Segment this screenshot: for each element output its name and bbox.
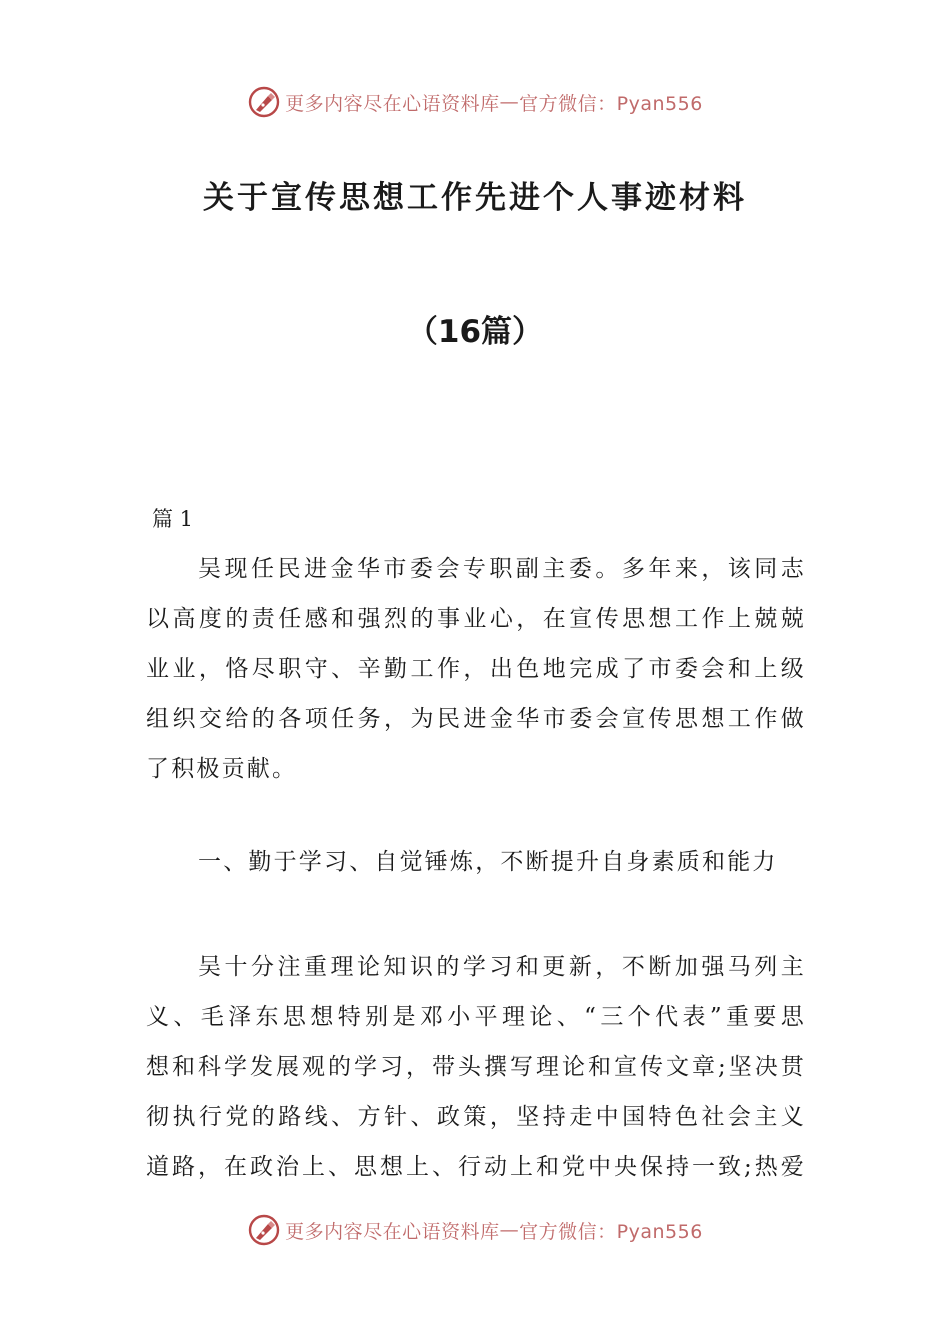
paragraph-line: 吴十分注重理论知识的学习和更新，不断加强马列主 (198, 954, 806, 980)
paragraph-1 (146, 544, 806, 794)
section-label: 篇 1 (152, 507, 194, 531)
watermark-separator: — (499, 1219, 520, 1241)
watermark-brand: 更多内容尽在心语资料库 (285, 1220, 500, 1243)
watermark-contact: 官方微信：Pyan556 (519, 92, 703, 115)
section-heading: 一、勤于学习、自觉锤炼，不断提升自身素质和能力 (198, 849, 778, 875)
header-watermark (0, 82, 950, 122)
paragraph-line: 想和科学发展观的学习，带头撰写理论和宣传文章;坚决贯 (146, 1054, 806, 1080)
paragraph-line: 了积极贡献。 (146, 756, 298, 782)
watermark-brand: 更多内容尽在心语资料库 (285, 92, 500, 115)
pen-nib-logo-icon (247, 1213, 281, 1247)
paragraph-2 (146, 942, 806, 1192)
paragraph-line: 道路，在政治上、思想上、行动上和党中央保持一致;热爱 (146, 1154, 806, 1180)
paragraph-line: 义、毛泽东思想特别是邓小平理论、“三个代表”重要思 (146, 1004, 806, 1030)
paragraph-line: 吴现任民进金华市委会专职副主委。多年来，该同志 (198, 556, 806, 582)
document-title: 关于宣传思想工作先进个人事迹材料 (203, 180, 747, 216)
document-subtitle: （16篇） (406, 314, 544, 350)
paragraph-line: 业业，恪尽职守、辛勤工作，出色地完成了市委会和上级 (146, 656, 806, 682)
footer-watermark (0, 1210, 950, 1250)
paragraph-line: 以高度的责任感和强烈的事业心，在宣传思想工作上兢兢 (146, 606, 806, 632)
paragraph-line: 组织交给的各项任务，为民进金华市委会宣传思想工作做 (146, 706, 806, 732)
pen-nib-logo-icon (247, 85, 281, 119)
watermark-separator: — (499, 91, 520, 113)
watermark-contact: 官方微信：Pyan556 (519, 1220, 703, 1243)
paragraph-line: 彻执行党的路线、方针、政策，坚持走中国特色社会主义 (146, 1104, 806, 1130)
